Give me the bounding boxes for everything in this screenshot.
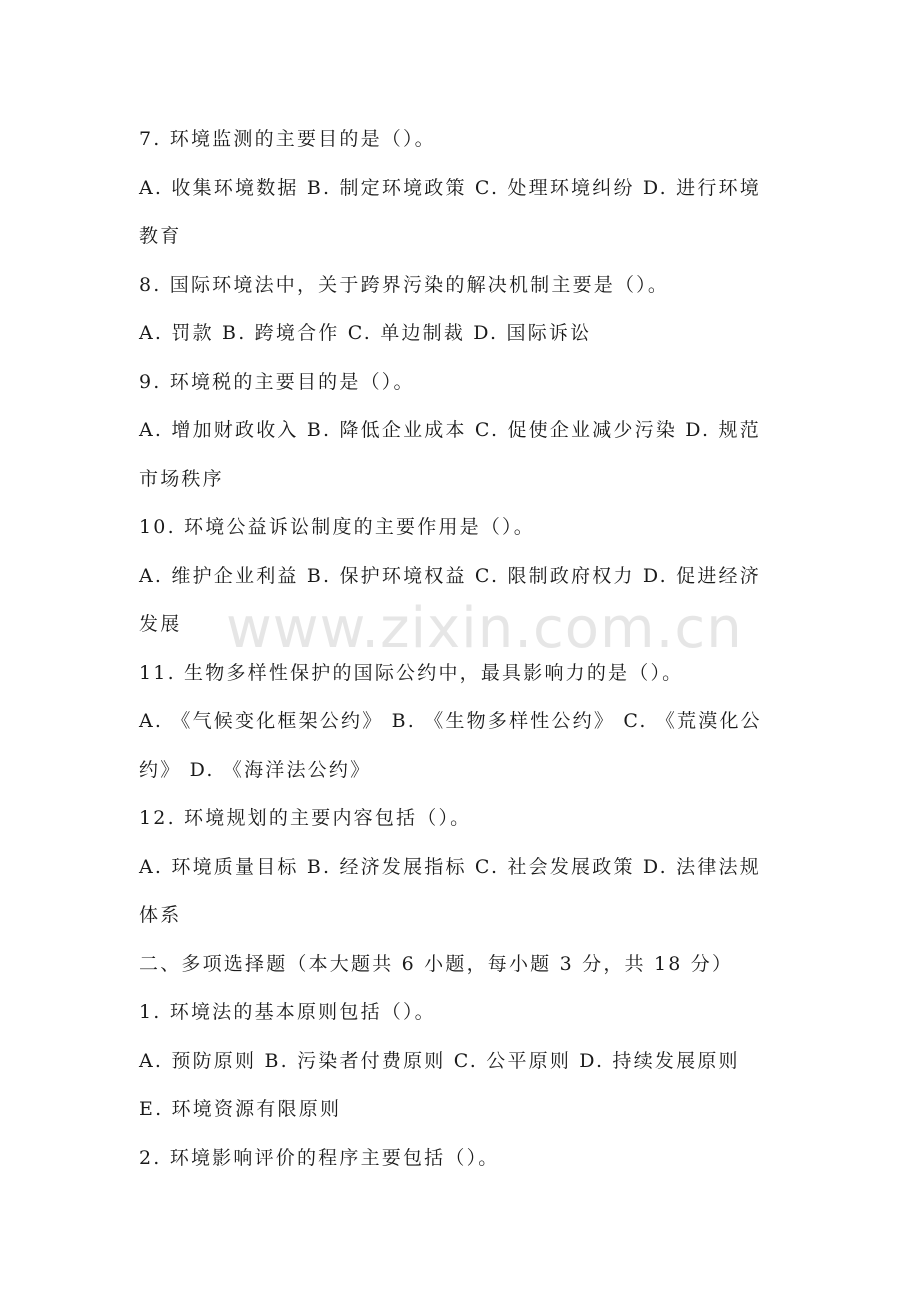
question-8: 8. 国际环境法中，关于跨界污染的解决机制主要是（）。 (139, 273, 670, 296)
question-8-options: A. 罚款 B. 跨境合作 C. 单边制裁 D. 国际诉讼 (139, 322, 592, 344)
question-7-options: A. 收集环境数据 B. 制定环境政策 C. 处理环境纠纷 D. 进行环境 (139, 176, 761, 199)
section-heading: 二、多项选择题（本大题共 6 小题，每小题 3 分，共 18 分） (139, 952, 734, 975)
question-11-options-cont: 约》 D. 《海洋法公约》 (139, 758, 372, 781)
multi-question-1: 1. 环境法的基本原则包括（）。 (139, 1001, 436, 1023)
question-12-options: A. 环境质量目标 B. 经济发展指标 C. 社会发展政策 D. 法律法规 (139, 855, 761, 878)
multi-question-1-options-cont: E. 环境资源有限原则 (139, 1098, 342, 1120)
question-7-options-cont: 教育 (139, 225, 182, 247)
watermark: www.zixin.com.cn (226, 596, 743, 661)
question-11-options: A. 《气候变化框架公约》 B. 《生物多样性公约》 C. 《荒漠化公 (139, 710, 762, 732)
multi-question-1-options: A. 预防原则 B. 污染者付费原则 C. 公平原则 D. 持续发展原则 (139, 1049, 740, 1072)
multi-question-2: 2. 环境影响评价的程序主要包括（）。 (139, 1146, 500, 1169)
question-10: 10. 环境公益诉讼制度的主要作用是（）。 (139, 516, 535, 538)
question-7: 7. 环境监测的主要目的是（）。 (139, 128, 436, 150)
question-12: 12. 环境规划的主要内容包括（）。 (139, 807, 472, 829)
question-9-options-cont: 市场秩序 (139, 467, 224, 490)
question-10-options-cont: 发展 (139, 613, 182, 635)
question-9: 9. 环境税的主要目的是（）。 (139, 370, 415, 393)
question-11: 11. 生物多样性保护的国际公约中，最具影响力的是（）。 (139, 661, 684, 684)
question-10-options: A. 维护企业利益 B. 保护环境权益 C. 限制政府权力 D. 促进经济 (139, 564, 761, 587)
question-9-options: A. 增加财政收入 B. 降低企业成本 C. 促使企业减少污染 D. 规范 (139, 419, 761, 441)
document-body (139, 115, 789, 1182)
question-12-options-cont: 体系 (139, 904, 182, 926)
